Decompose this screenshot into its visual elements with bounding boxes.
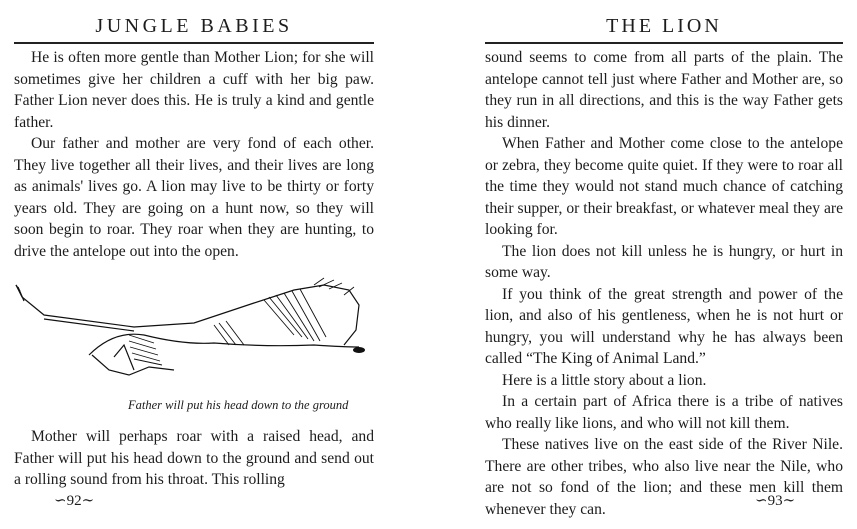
paragraph: Mother will perhaps roar with a raised head, and Father will put his head down to the ground and send out a rolling sound from his throat. This rolling <box>14 428 374 488</box>
body-text <box>485 47 843 520</box>
left-page <box>14 0 374 529</box>
paragraph: When Father and Mother come close to the antelope or zebra, they become quite quiet. If they were to roar all the time they would not stand much chance of catching their supper, or their breakfast, or whatever meal they are looking for. <box>485 135 843 238</box>
paragraph: He is often more gentle than Mother Lion; for she will sometimes give her children a cuff with her big paw. Father Lion never does this. He is truly a kind and gentle father. <box>14 49 374 131</box>
body-text <box>14 47 374 262</box>
paragraph: If you think of the great strength and power of the lion, and also of his gentleness, when he is not hurt or hungry, you will understand why he has always been called “The King of Animal Land.” <box>485 285 843 367</box>
header-rule <box>14 42 374 44</box>
paragraph: These natives live on the east side of the River Nile. There are other tribes, who also live near the Nile, who are not so fond of the lion; and these men kill them whenever they can. <box>485 436 843 518</box>
paragraph: Our father and mother are very fond of each other. They live together all their lives, and their lives are long as animals' lives go. A lion may live to be thirty or forty years old. They are going on a hunt now, so they will soon begin to roar. They roar when they are hunting, to drive the antelope out into the open. <box>14 135 374 260</box>
paragraph: The lion does not kill unless he is hungry, or hurt in some way. <box>485 242 843 281</box>
page-number: ∽92∼ <box>54 493 95 509</box>
right-page <box>485 0 843 529</box>
header-rule <box>485 42 843 44</box>
paragraph: sound seems to come from all parts of the plain. The antelope cannot tell just where Father and Mother are, so they run in all directions, and this is the way Father gets his dinner. <box>485 49 843 131</box>
illustration-caption: Father will put his head down to the ground <box>128 398 349 412</box>
lion-crouching-illustration <box>14 275 374 380</box>
page-number: ∽93∼ <box>755 493 796 509</box>
running-head: JUNGLE BABIES <box>95 15 293 37</box>
running-head: THE LION <box>606 15 722 37</box>
body-text-bottom <box>14 426 374 491</box>
paragraph: In a certain part of Africa there is a tribe of natives who really like lions, and who will not kill them. <box>485 393 843 432</box>
paragraph: Here is a little story about a lion. <box>502 371 707 389</box>
